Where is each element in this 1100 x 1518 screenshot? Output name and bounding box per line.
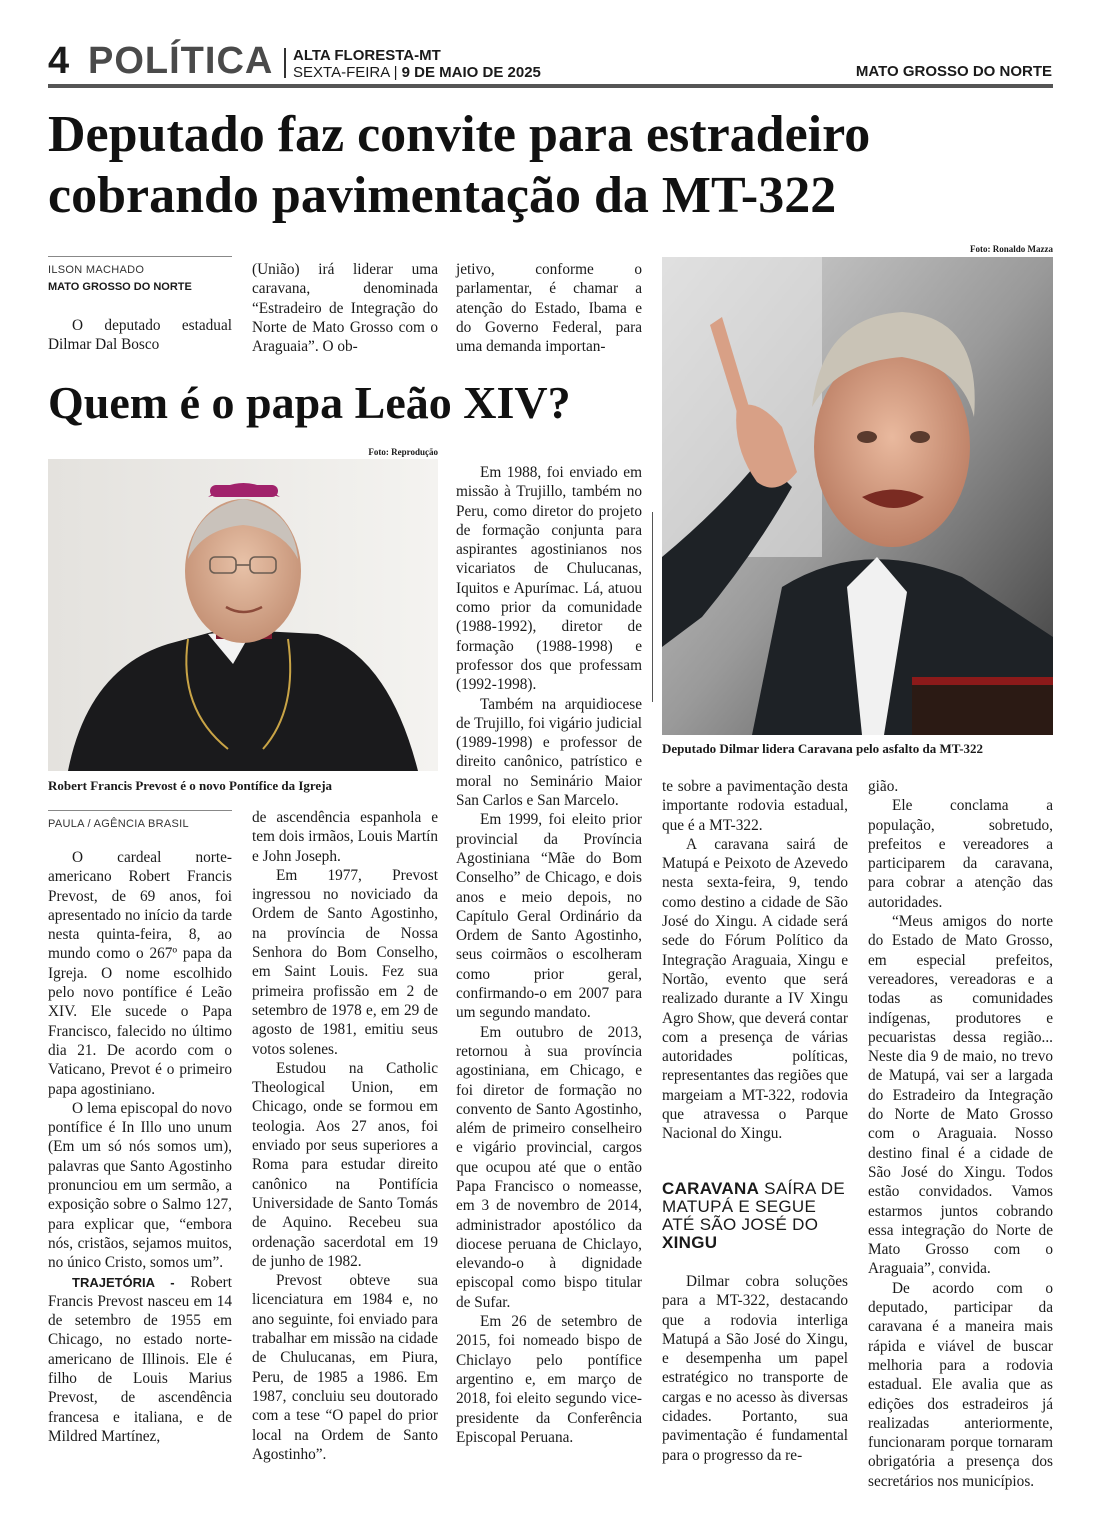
header-separator bbox=[284, 48, 286, 78]
paragraph: De acordo com o deputado, participar da caravana é a maneira mais rápida e viável de buscar melhoria para a rodovia estadual. Ele avalia que as edições dos estradeiros já realizadas anteriormente, funcionaram porque tornaram obrigatória a presença dos secretários nos municípios. bbox=[868, 1279, 1053, 1490]
paragraph: jetivo, conforme o parlamentar, é chamar a atenção do Estado, Ibama e do Governo Federal, para uma demanda importan- bbox=[456, 261, 642, 356]
paragraph: Também na arquidiocese de Trujillo, foi vigário judicial (1989-1998) e professor de direito canônico, patrístico e moral no Seminário Maior San Carlos e San Marcelo. bbox=[456, 695, 642, 810]
main-author: ILSON MACHADO bbox=[48, 264, 145, 276]
deputy-photo bbox=[662, 257, 1053, 735]
paragraph: gião. bbox=[868, 778, 899, 795]
paragraph: A caravana sairá de Matupá e Peixoto de Azevedo nesta sexta-feira, 9, tendo como destino a cidade de São José do Xingu. A cidade será sede do Fórum Político da Integração Araguaia, Xingu e Nortão, evento que será realizado durante a IV Xingu Agro Show, que deverá contar com a presença de várias autoridades políticas, representantes das regiões que margeiam a MT-322, rodovia que atravessa o Parque Nacional do Xingu. bbox=[662, 835, 848, 1143]
pope-author: PAULA / AGÊNCIA BRASIL bbox=[48, 818, 189, 830]
paragraph: Dilmar cobra soluções para a MT-322, destacando que a rodovia interliga Matupá a São José do Xingu, e desempenha um papel estratégico no transporte de cargas e no acesso às diversas cidades. Portanto, sua pavimentação é fundamental para o progresso da re- bbox=[662, 1273, 848, 1464]
main-article-col5 bbox=[868, 777, 1053, 1491]
header-rule bbox=[48, 84, 1053, 88]
deputy-photo-illustration bbox=[662, 257, 1053, 735]
main-headline: Deputado faz convite para estradeiro cobrando pavimentação da MT-322 bbox=[48, 106, 871, 224]
pope-article-col3 bbox=[456, 463, 642, 1447]
pope-photo bbox=[48, 459, 438, 771]
pope-headline: Quem é o papa Leão XIV? bbox=[48, 377, 571, 428]
paragraph: Ele conclama a população, sobretudo, prefeitos e vereadores a participarem da caravana, para cobrar a atenção das autoridades. bbox=[868, 797, 1053, 911]
paragraph: Estudou na Catholic Theological Union, em Chicago, onde se formou em teologia. Aos 27 anos, foi enviado por seus superiores a Roma para estudar direito canônico na Pontifícia Universidade de Santo Tomás de Aquino. Recebeu sua ordenação sacerdotal em 19 de junho de 1982. bbox=[252, 1059, 438, 1270]
subheadline bbox=[662, 1180, 848, 1252]
pope-article-col1 bbox=[48, 848, 232, 1446]
paragraph: Em 26 de setembro de 2015, foi nomeado bispo de Chiclayo pelo pontífice argentino e, em março de 2018, foi eleito segundo vice-presidente da Conferência Episcopal Peruana. bbox=[456, 1313, 642, 1446]
date: 9 DE MAIO DE 2025 bbox=[401, 64, 541, 81]
city-label: ALTA FLORESTA-MT bbox=[293, 47, 441, 64]
deputy-photo-credit: Foto: Ronaldo Mazza bbox=[970, 244, 1053, 254]
paragraph: Em 1977, Prevost ingressou no noviciado da Ordem de Santo Agostinho, na província de Nossa Senhora do Bom Conselho, em Saint Louis. Fez sua primeira profissão em 2 de setembro de 1978 e, em 29 de agosto de 1981, emitiu seus votos solenes. bbox=[252, 866, 438, 1058]
subheadline-bold: XINGU bbox=[662, 1233, 718, 1252]
paragraph: (União) irá liderar uma caravana, denominada “Estradeiro de Integração do Norte de Mato Grosso com o Araguaia”. O ob- bbox=[252, 261, 438, 356]
byline-rule bbox=[48, 256, 232, 257]
paragraph bbox=[48, 1273, 232, 1447]
main-article-col2 bbox=[252, 260, 438, 356]
paragraph: Em 1988, foi enviado em missão à Trujillo, também no Peru, como diretor do projeto de formação conjunta para aspirantes agostinianos nos vicariatos de Chulucanas, Iquitos e Apurímac. Lá, atuou como prior da comunidade (1988-1992), diretor de formação (1988-1998) e professor dos que professam (1992-1998). bbox=[456, 464, 642, 694]
subheadline-bold: CARAVANA bbox=[662, 1179, 760, 1198]
subheadline-text: SAÍRA DE MATUPÁ E SEGUE ATÉ SÃO JOSÉ DO bbox=[662, 1179, 845, 1234]
paragraph: O cardeal norte-americano Robert Francis Prevost, de 69 anos, foi apresentado no início da tarde nesta quinta-feira, 8, ao mundo como o 267º papa da Igreja. O nome escolhido pelo novo pontífice é Leão XIV. Ele sucede o Papa Francisco, falecido no último dia 21. De acordo com o Vaticano, Prevot é o primeiro papa agostiniano. bbox=[48, 849, 232, 1098]
paragraph: Em outubro de 2013, retornou à sua província agostiniana, em Chicago, e foi diretor de formação no convento de Santo Agostinho, além de primeiro conselheiro e vigário provincial, cargos que ocupou até que o então Papa Francisco o nomeasse, em 3 de novembro de 2014, administrador apostólico da diocese peruana de Chiclayo, elevando-o à dignidade episcopal como bispo titular de Sufar. bbox=[456, 1023, 642, 1311]
paragraph: O deputado estadual Dilmar Dal Bosco bbox=[48, 317, 232, 354]
newspaper-name: MATO GROSSO DO NORTE bbox=[855, 63, 1052, 80]
paragraph: de ascendência espanhola e tem dois irmãos, Louis Martín e John Joseph. bbox=[252, 809, 438, 865]
main-outlet: MATO GROSSO DO NORTE bbox=[48, 281, 192, 293]
main-article-col4 bbox=[662, 777, 848, 1144]
weekday: SEXTA-FEIRA bbox=[293, 64, 390, 81]
pope-photo-illustration bbox=[48, 459, 438, 771]
main-article-col3 bbox=[456, 260, 642, 356]
date-line: SEXTA-FEIRA | 9 DE MAIO DE 2025 bbox=[293, 64, 541, 81]
page-number: 4 bbox=[48, 40, 70, 82]
paragraph: “Meus amigos do norte do Estado de Mato Grosso, em especial prefeitos, vereadores, vereadoras e a todas as comunidades indígenas, produtores e pecuaristas dessa região... Neste dia 9 de maio, no trevo de Matupá, vai ser a largada do Estradeiro da Integração do Norte de Mato Grosso com o Araguaia. Nosso destino final é a cidade de São José do Xingu. Todos estão convidados. Vamos estarmos juntos cobrando essa integração do Norte de Mato Grosso com o Araguaia”, convida. bbox=[868, 913, 1053, 1278]
pope-byline-rule bbox=[48, 810, 232, 811]
main-article-col4-continued bbox=[662, 1272, 848, 1465]
deputy-photo-caption: Deputado Dilmar lidera Caravana pelo asfalto da MT-322 bbox=[662, 741, 984, 756]
trajetoria-label: TRAJETÓRIA - bbox=[72, 1274, 175, 1290]
trajetoria-text: Robert Francis Prevost nasceu em 14 de setembro de 1955 em Chicago, no estado norte-americano de Illinois. Ele é filho de Louis Marius Prevost, de ascendência francesa e italiana, e de Mildred Martínez, bbox=[48, 1273, 232, 1445]
main-article-col1 bbox=[48, 316, 232, 355]
pope-article-col2 bbox=[252, 808, 438, 1464]
paragraph: O lema episcopal do novo pontífice é In Illo uno unum (Em um só nós somos um), palavras que Santo Agostinho pronunciou em um sermão, a exposição sobre o Salmo 127, para explicar que, “embora nós, cristãos, sejamos muitos, no único Cristo, somos um”. bbox=[48, 1099, 232, 1272]
paragraph: Em 1999, foi eleito prior provincial da Província Agostiniana “Mãe do Bom Conselho” de Chicago, e dois anos e meio depois, no Capítulo Geral Ordinário da Ordem de Santo Agostinho, seus coirmãos o escolheram como prior geral, confirmando-o em 2007 para um segundo mandato. bbox=[456, 811, 642, 1022]
paragraph: te sobre a pavimentação desta importante rodovia estadual, que é a MT-322. bbox=[662, 778, 848, 834]
paragraph: Prevost obteve sua licenciatura em 1984 e, no ano seguinte, foi enviado para trabalhar em missão na cidade de Chulucanas, em Piura, Peru, de 1985 a 1986. Em 1987, concluiu seu doutorado com a tese “O papel do prior local na Ordem de Santo Agostinho”. bbox=[252, 1272, 438, 1463]
column-rule bbox=[652, 512, 653, 702]
pope-photo-caption: Robert Francis Prevost é o novo Pontífice da Igreja bbox=[48, 778, 333, 793]
section-title: POLÍTICA bbox=[88, 40, 274, 82]
pope-photo-credit: Foto: Reprodução bbox=[368, 447, 438, 457]
